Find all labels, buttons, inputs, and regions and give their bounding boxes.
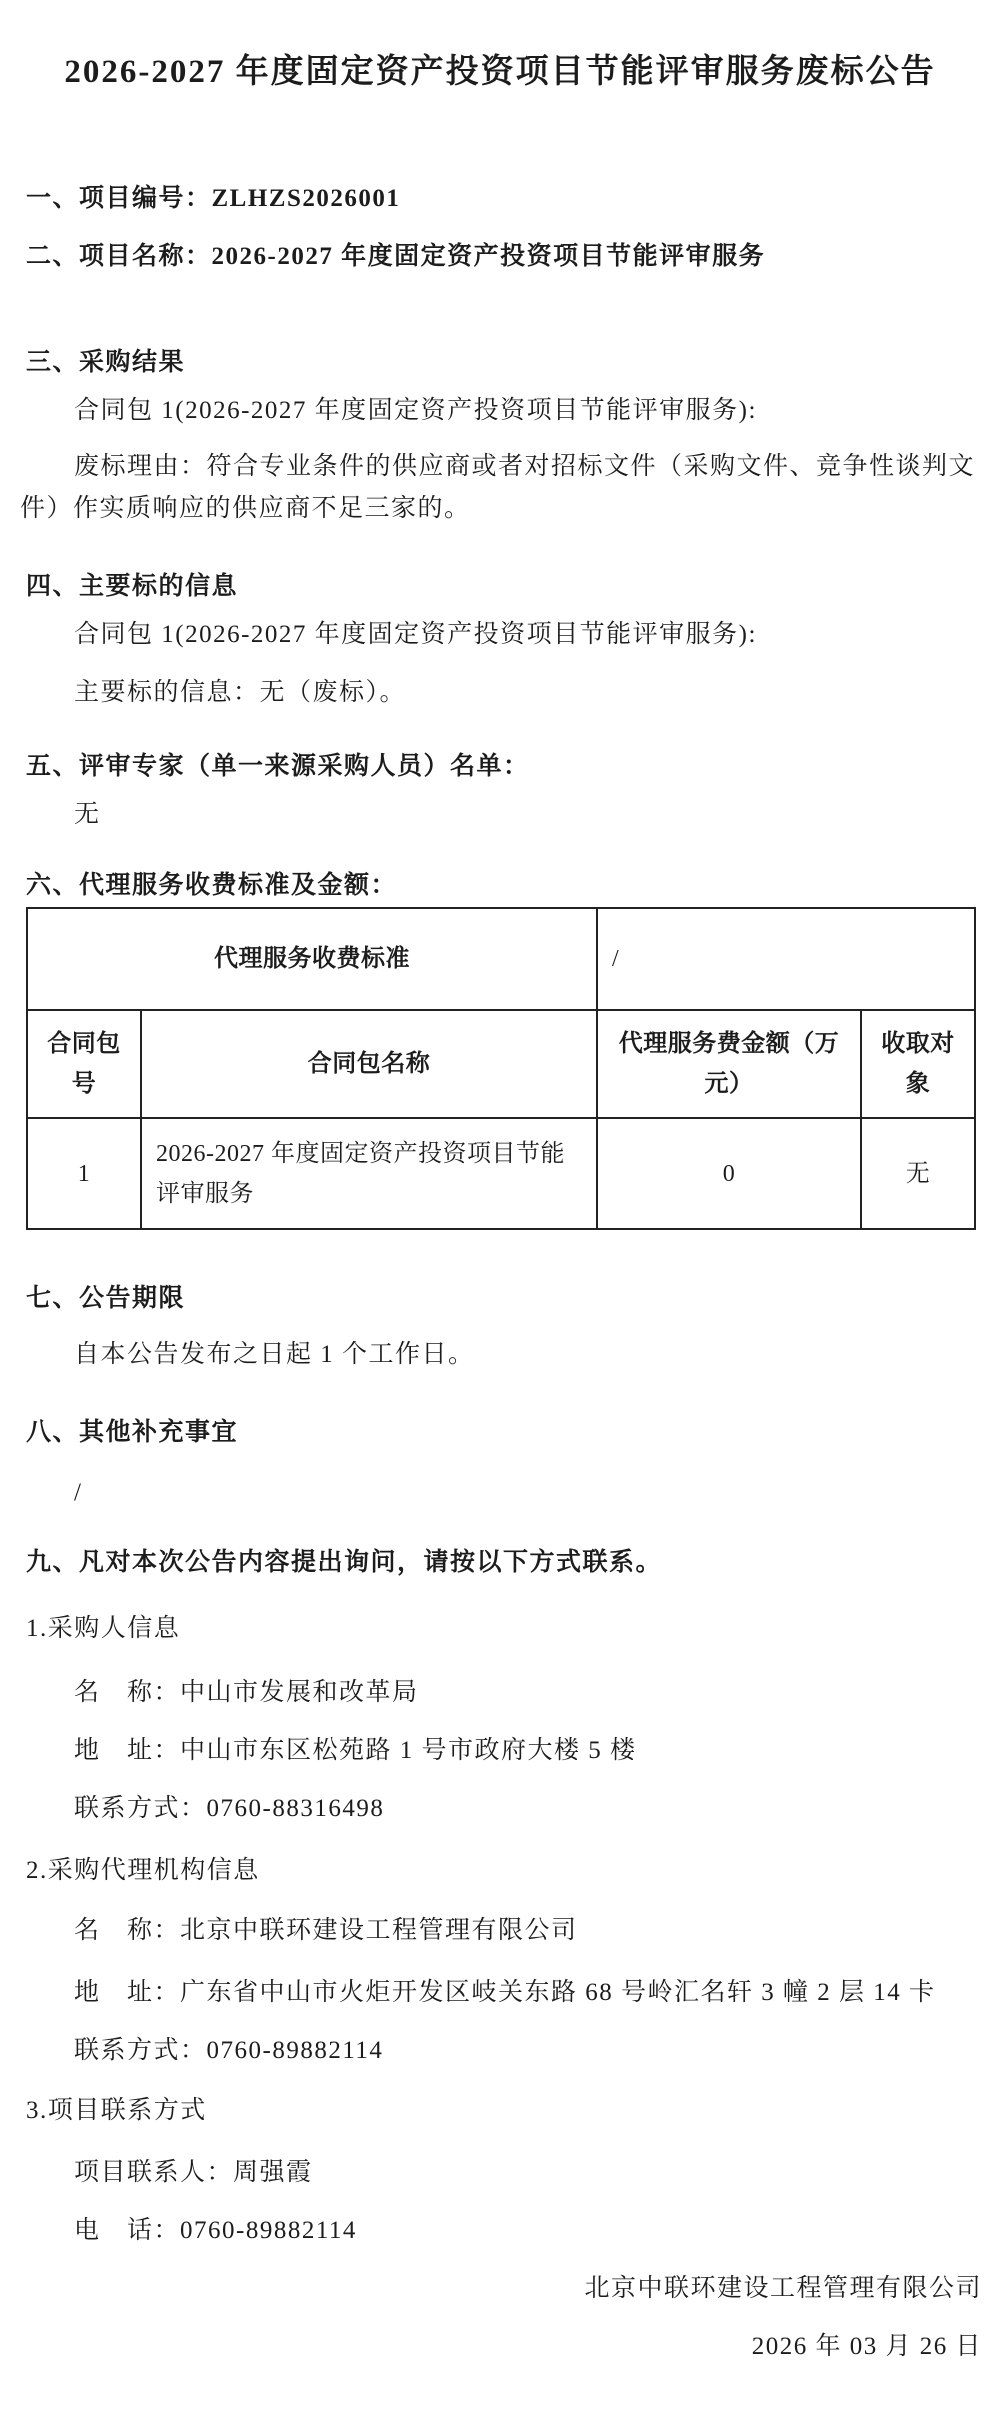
heading-contact-info: 九、凡对本次公告内容提出询问，请按以下方式联系。	[26, 1549, 663, 1576]
heading-project-number: 一、项目编号：ZLHZS2026001	[26, 185, 401, 212]
footer-date: 2026 年 03 月 26 日	[751, 2333, 982, 2360]
header-fee-target: 收取对象	[861, 1010, 975, 1118]
cell-package-name: 2026-2027 年度固定资产投资项目节能评审服务	[141, 1118, 597, 1229]
footer-org-name: 北京中联环建设工程管理有限公司	[584, 2275, 982, 2302]
agency-contact: 联系方式：0760-89882114	[74, 2037, 384, 2064]
purchaser-name: 名 称：中山市发展和改革局	[74, 1679, 419, 1706]
cell-fee-target: 无	[861, 1118, 975, 1229]
header-package-name: 合同包名称	[141, 1010, 597, 1118]
purchaser-contact: 联系方式：0760-88316498	[74, 1795, 385, 1822]
fee-standard-label-cell: 代理服务收费标准	[27, 908, 597, 1010]
purchaser-info-label: 1.采购人信息	[26, 1615, 181, 1642]
heading-other-matters: 八、其他补充事宜	[26, 1419, 239, 1446]
page-title: 2026-2027 年度固定资产投资项目节能评审服务废标公告	[64, 54, 936, 90]
agency-address: 地 址：广东省中山市火炬开发区岐关东路 68 号岭汇名轩 3 幢 2 层 14 卡	[74, 1979, 936, 2006]
agency-name: 名 称：北京中联环建设工程管理有限公司	[74, 1917, 578, 1944]
agency-info-label: 2.采购代理机构信息	[26, 1857, 260, 1884]
project-contact-phone: 电 话：0760-89882114	[74, 2217, 357, 2244]
heading-agency-fee: 六、代理服务收费标准及金额：	[26, 872, 398, 899]
project-contact-label: 3.项目联系方式	[26, 2097, 207, 2124]
heading-expert-list: 五、评审专家（单一来源采购人员）名单：	[26, 753, 530, 780]
heading-main-bid-info: 四、主要标的信息	[26, 573, 239, 600]
cell-package-number: 1	[27, 1118, 141, 1229]
para-contract-package-result: 合同包 1(2026-2027 年度固定资产投资项目节能评审服务):	[74, 397, 757, 424]
cell-fee-amount: 0	[597, 1118, 861, 1229]
header-package-number: 合同包号	[27, 1010, 141, 1118]
purchaser-address: 地 址：中山市东区松苑路 1 号市政府大楼 5 楼	[74, 1737, 637, 1764]
fee-standard-row	[27, 908, 975, 1010]
para-contract-package-bid: 合同包 1(2026-2027 年度固定资产投资项目节能评审服务):	[74, 621, 757, 648]
para-other-matters: /	[74, 1479, 83, 1506]
para-cancellation-reason: 废标理由：符合专业条件的供应商或者对招标文件（采购文件、竞争性谈判文件）作实质响应的供应商不足三家的。	[20, 453, 976, 522]
header-fee-amount: 代理服务费金额（万元）	[597, 1010, 861, 1118]
para-expert-none: 无	[74, 801, 101, 828]
fee-table-row	[27, 1118, 975, 1229]
heading-procurement-result: 三、采购结果	[26, 349, 186, 376]
project-contact-person: 项目联系人：周强霞	[74, 2159, 313, 2186]
heading-project-name: 二、项目名称：2026-2027 年度固定资产投资项目节能评审服务	[26, 243, 766, 270]
para-announcement-period: 自本公告发布之日起 1 个工作日。	[74, 1341, 475, 1368]
fee-standard-value-cell: /	[597, 908, 975, 1010]
fee-table-header-row	[27, 1010, 975, 1118]
para-main-bid-info-none: 主要标的信息：无（废标）。	[74, 679, 407, 706]
fee-table	[26, 907, 976, 1230]
heading-announcement-period: 七、公告期限	[26, 1285, 186, 1312]
